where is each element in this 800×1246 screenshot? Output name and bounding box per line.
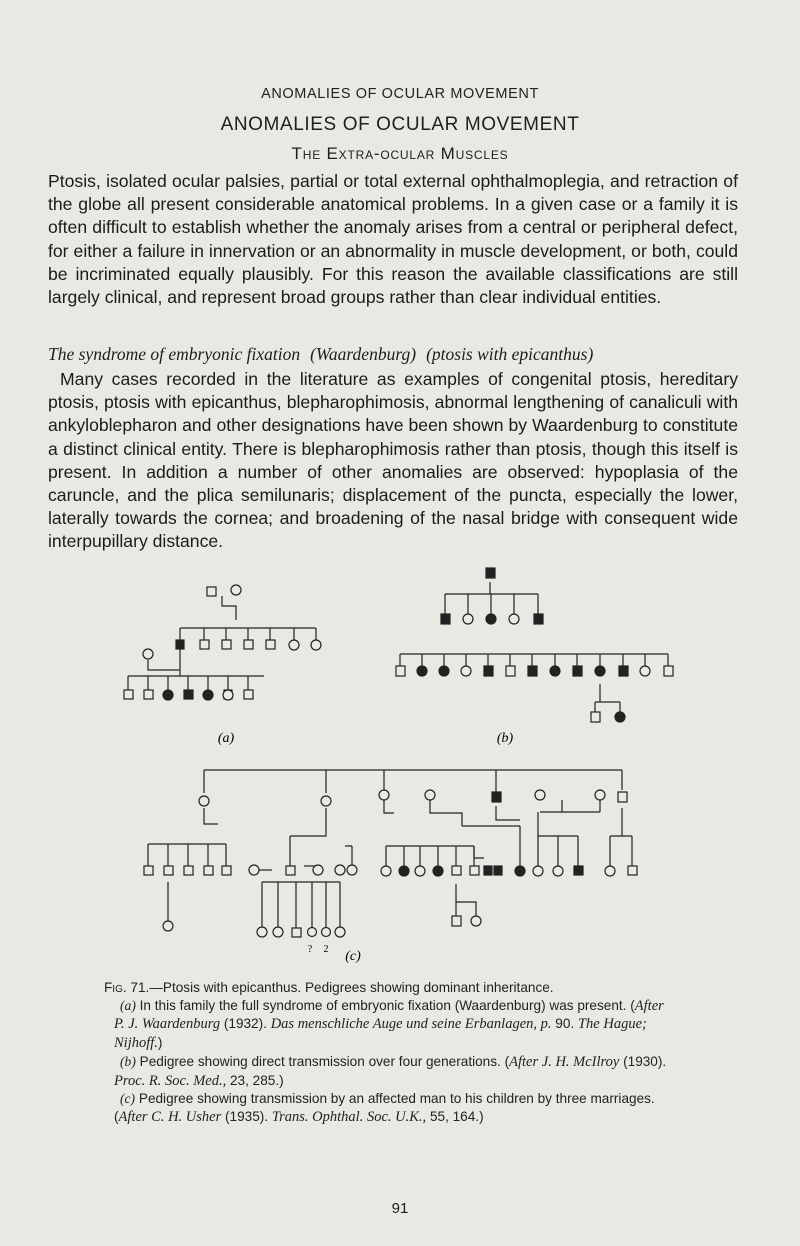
subheading-part-1: The syndrome of embryonic fixation bbox=[48, 344, 301, 364]
caption-c-cite-journal: Trans. Ophthal. Soc. U.K., bbox=[271, 1108, 427, 1125]
caption-a-cite-author: After P. J. Waardenburg bbox=[114, 997, 664, 1033]
caption-c-cite-author: After C. H. Usher bbox=[118, 1108, 222, 1125]
caption-a-cite-title: Das menschliche Auge und seine Erbanlagen, p. bbox=[270, 1016, 552, 1033]
caption-a-text: In this family the full syndrome of embryonic fixation (Waardenburg) was present. bbox=[139, 997, 627, 1013]
caption-c-label: (c) bbox=[120, 1091, 136, 1107]
caption-a-cite-suffix: ) bbox=[157, 1035, 163, 1051]
panel-label-c: (c) bbox=[345, 949, 361, 964]
caption-a-cite-place: The Hague; Nijhoff. bbox=[114, 1016, 647, 1052]
page-number: 91 bbox=[391, 1200, 409, 1217]
caption-b-cite-year: (1930). bbox=[619, 1053, 667, 1069]
caption-c-cite-vol: 55, 164.) bbox=[426, 1108, 484, 1124]
subheading-part-2: (Waardenburg) bbox=[310, 344, 417, 364]
caption-b-label: (b) bbox=[120, 1053, 136, 1069]
uncertain-label-1: ? bbox=[307, 944, 313, 955]
section-title: The Extra-ocular Muscles bbox=[291, 144, 509, 163]
paragraph-intro: Ptosis, isolated ocular palsies, partial or total external ophthalmoplegia, and retraction of the globe all present considerable anatomical problems. In a given case or a family it is often difficult to establish whether the anomaly arises from a central or peripheral defect, for either a failure in innervation or an abnormality in muscle development, or both, could be incriminated equally plausibly. For this reason the available classifications are still largely clinical, and represent broad groups rather than clear individual entities. bbox=[48, 171, 738, 308]
caption-a-cite-prefix: ( bbox=[630, 997, 635, 1013]
caption-b-cite-journal: Proc. R. Soc. Med., bbox=[114, 1072, 227, 1089]
pedigree-figure bbox=[0, 560, 800, 980]
caption-title-line bbox=[104, 979, 674, 997]
caption-a-cite-year: (1932). bbox=[220, 1016, 271, 1032]
caption-b-cite-author: After J. H. McIlroy bbox=[509, 1053, 620, 1070]
caption-a bbox=[114, 997, 674, 1053]
fig-title: —Ptosis with epicanthus. Pedigrees showing dominant inheritance. bbox=[149, 980, 554, 995]
caption-c-text: Pedigree showing transmission by an affected man to his children by three marriages. bbox=[138, 1091, 655, 1107]
caption-b-cite-prefix: ( bbox=[500, 1053, 510, 1069]
paragraph-waardenburg: Many cases recorded in the literature as examples of congenital ptosis, hereditary ptosis, ptosis with epicanthus, blepharophimosis, abnormal lengthening of canaliculi with ankyloblepharon and other designations have been shown by Waardenburg to constitute a distinct clinical entity. There is blepharophimosis rather than ptosis, though this itself is present. In addition a number of other anomalies are observed: hypoplasia of the caruncle, and the plica semilunaris; displacement of the puncta, especially the lower, laterally towards the cornea; and broadening of the nasal bridge with consequent wide interpupillary distance. bbox=[48, 369, 738, 552]
caption-a-label: (a) bbox=[120, 997, 136, 1013]
caption-b-text: Pedigree showing direct transmission over four generations. bbox=[139, 1053, 501, 1069]
running-head: ANOMALIES OF OCULAR MOVEMENT bbox=[261, 86, 539, 102]
panel-label-a: (a) bbox=[217, 731, 235, 746]
caption-c-cite-prefix: ( bbox=[114, 1108, 119, 1124]
chapter-title: ANOMALIES OF OCULAR MOVEMENT bbox=[220, 114, 580, 135]
figure-caption bbox=[104, 979, 674, 1127]
fig-label: Fig. 71. bbox=[104, 980, 150, 995]
caption-a-cite-page: 90. bbox=[551, 1016, 578, 1032]
caption-c-cite-year: (1935). bbox=[221, 1108, 272, 1124]
subheading-embryonic-fixation bbox=[48, 344, 748, 365]
uncertain-label-2: 2 bbox=[323, 944, 329, 955]
caption-c bbox=[114, 1090, 674, 1126]
subheading-part-3: (ptosis with epicanthus) bbox=[426, 344, 594, 364]
panel-label-b: (b) bbox=[496, 731, 514, 746]
caption-b-cite-vol: 23, 285.) bbox=[226, 1072, 284, 1088]
caption-b bbox=[114, 1053, 674, 1090]
